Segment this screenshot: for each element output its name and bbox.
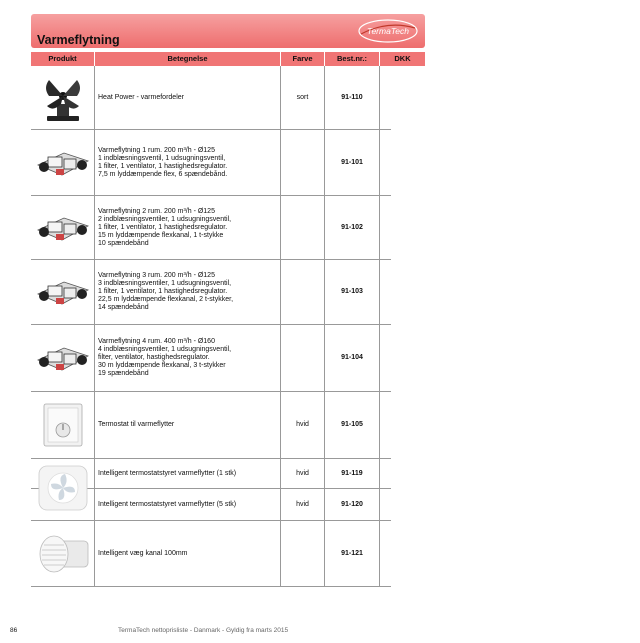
description-line: filter, ventilator, hastighedsregulator. bbox=[98, 354, 210, 361]
ventilation-kit-icon bbox=[31, 196, 95, 259]
table-row bbox=[31, 392, 391, 459]
table-row bbox=[31, 196, 391, 260]
description-line: 10 spændebånd bbox=[98, 239, 149, 247]
row-color: hvid bbox=[281, 489, 325, 520]
row-price bbox=[380, 392, 391, 458]
ventilation-kit-icon bbox=[31, 325, 95, 391]
col-farve: Farve bbox=[281, 52, 325, 66]
description-line: 22,5 m lyddæmpende flexkanal, 2 t-stykker, bbox=[98, 296, 234, 303]
row-order-number: 91-102 bbox=[325, 196, 380, 259]
smart-fan-icon bbox=[31, 459, 95, 488]
section-header bbox=[31, 14, 425, 48]
footer-text: TermaTech nettoprisliste - Danmark - Gyldig fra marts 2015 bbox=[118, 627, 289, 634]
row-order-number: 91-101 bbox=[325, 130, 380, 195]
row-price bbox=[380, 459, 391, 488]
row-description bbox=[95, 325, 281, 391]
row-order-number: 91-110 bbox=[325, 66, 380, 129]
row-color bbox=[281, 260, 325, 324]
row-description bbox=[95, 521, 281, 586]
row-color bbox=[281, 130, 325, 195]
description-line: Heat Power - varmefordeler bbox=[98, 93, 184, 101]
product-image-empty bbox=[31, 489, 95, 520]
table-row bbox=[31, 66, 391, 130]
row-description bbox=[95, 130, 281, 195]
row-description bbox=[95, 392, 281, 458]
description-line: 1 indblæsningsventil, 1 udsugningsventil, bbox=[98, 154, 226, 162]
description-line: 7,5 m lyddæmpende flex, 6 spændebånd. bbox=[98, 170, 228, 178]
col-produkt: Produkt bbox=[31, 52, 95, 66]
table-row bbox=[31, 260, 391, 325]
row-description bbox=[95, 489, 281, 520]
termatech-logo bbox=[357, 18, 419, 44]
row-price bbox=[380, 260, 391, 324]
description-line: Intelligent væg kanal 100mm bbox=[98, 549, 188, 557]
ventilation-kit-icon bbox=[31, 260, 95, 324]
description-line: 14 spændebånd bbox=[98, 304, 149, 311]
description-line: 1 filter, 1 ventilator, 1 hastighedsregulator. bbox=[98, 223, 228, 231]
table-row bbox=[31, 489, 391, 521]
table-row bbox=[31, 325, 391, 392]
row-color: sort bbox=[281, 66, 325, 129]
description-line: 1 filter, 1 ventilator, 1 hastighedsregulator. bbox=[98, 288, 228, 295]
row-order-number: 91-121 bbox=[325, 521, 380, 586]
description-line: Varmeflytning 4 rum. 400 m³/h - Ø160 bbox=[98, 338, 215, 345]
row-order-number: 91-120 bbox=[325, 489, 380, 520]
row-order-number: 91-104 bbox=[325, 325, 380, 391]
description-line: Intelligent termostatstyret varmeflytter (1 stk) bbox=[98, 469, 237, 477]
col-dkk: DKK bbox=[380, 52, 425, 66]
row-description bbox=[95, 196, 281, 259]
description-line: 30 m lyddæmpende flexkanal, 3 t-stykker bbox=[98, 362, 226, 369]
description-line: 15 m lyddæmpende flexkanal, 1 t-stykke bbox=[98, 231, 224, 239]
page-number: 86 bbox=[10, 627, 18, 634]
row-description bbox=[95, 66, 281, 129]
row-order-number: 91-103 bbox=[325, 260, 380, 324]
col-betegnelse: Betegnelse bbox=[95, 52, 281, 66]
row-color: hvid bbox=[281, 392, 325, 458]
description-line: 2 indblæsningsventiler, 1 udsugningsventil, bbox=[98, 215, 232, 223]
section-title: Varmeflytning bbox=[37, 33, 120, 47]
description-line: Intelligent termostatstyret varmeflytter (5 stk) bbox=[98, 500, 237, 508]
row-price bbox=[380, 521, 391, 586]
product-table bbox=[31, 66, 391, 587]
thermostat-icon bbox=[31, 392, 95, 458]
row-color: hvid bbox=[281, 459, 325, 488]
description-line: Varmeflytning 3 rum. 200 m³/h - Ø125 bbox=[98, 272, 215, 279]
row-price bbox=[380, 325, 391, 391]
description-line: 3 indblæsningsventiler, 1 udsugningsventil, bbox=[98, 280, 232, 287]
svg-text:TermaTech: TermaTech bbox=[367, 26, 409, 36]
stove-fan-icon bbox=[31, 66, 95, 129]
table-row bbox=[31, 130, 391, 196]
description-line: Varmeflytning 2 rum. 200 m³/h - Ø125 bbox=[98, 207, 215, 215]
row-price bbox=[380, 66, 391, 129]
row-price bbox=[380, 196, 391, 259]
description-line: Varmeflytning 1 rum. 200 m³/h - Ø125 bbox=[98, 146, 215, 154]
table-row bbox=[31, 521, 391, 587]
table-row bbox=[31, 459, 391, 489]
table-header bbox=[31, 52, 425, 66]
description-line: Termostat til varmeflytter bbox=[98, 421, 175, 428]
description-line: 4 indblæsningsventiler, 1 udsugningsventil, bbox=[98, 346, 232, 353]
row-color bbox=[281, 325, 325, 391]
row-price bbox=[380, 489, 391, 520]
row-price bbox=[380, 130, 391, 195]
row-order-number: 91-119 bbox=[325, 459, 380, 488]
col-best-nr: Best.nr.: bbox=[325, 52, 380, 66]
row-description bbox=[95, 260, 281, 324]
row-color bbox=[281, 196, 325, 259]
row-description bbox=[95, 459, 281, 488]
row-color bbox=[281, 521, 325, 586]
description-line: 1 filter, 1 ventilator, 1 hastighedsregulator. bbox=[98, 162, 228, 170]
description-line: 19 spændebånd bbox=[98, 370, 149, 377]
wall-duct-icon bbox=[31, 521, 95, 586]
ventilation-kit-icon bbox=[31, 130, 95, 195]
row-order-number: 91-105 bbox=[325, 392, 380, 458]
